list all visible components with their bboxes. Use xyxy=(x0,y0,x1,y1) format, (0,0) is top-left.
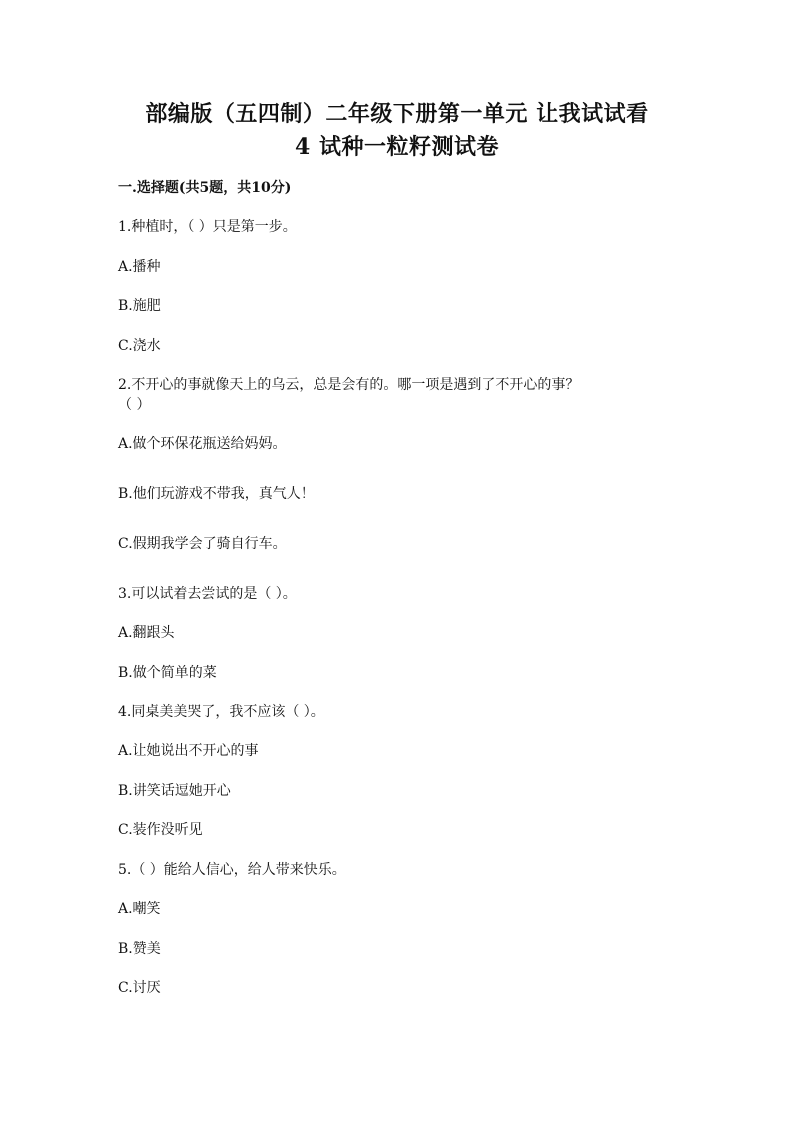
question-2-stem-line2: （ ） xyxy=(118,397,151,413)
question-4-option-b: B.讲笑话逗她开心 xyxy=(118,783,231,799)
question-2-option-b: B.他们玩游戏不带我，真气人！ xyxy=(118,486,315,502)
question-2-option-a: A.做个环保花瓶送给妈妈。 xyxy=(118,436,287,452)
question-5-stem: 5.（ ）能给人信心，给人带来快乐。 xyxy=(118,862,346,878)
question-3-option-a: A.翻跟头 xyxy=(118,625,175,641)
section-heading: 一.选择题(共5题，共10分) xyxy=(118,180,292,196)
question-1-option-b: B.施肥 xyxy=(118,298,161,314)
question-4-stem: 4.同桌美美哭了，我不应该（ ）。 xyxy=(118,704,325,720)
question-4-option-a: A.让她说出不开心的事 xyxy=(118,743,259,759)
question-2-stem-line1: 2.不开心的事就像天上的乌云，总是会有的。哪一项是遇到了不开心的事？ xyxy=(118,377,580,393)
question-3-stem: 3.可以试着去尝试的是（ ）。 xyxy=(118,586,297,602)
question-2-option-c: C.假期我学会了骑自行车。 xyxy=(118,536,287,552)
document-title-line2: 4 试种一粒籽测试卷 xyxy=(295,134,499,160)
document-title-line1: 部编版（五四制）二年级下册第一单元 让我试试看 xyxy=(145,101,649,127)
question-1-option-a: A.播种 xyxy=(118,259,161,275)
question-4-option-c: C.装作没听见 xyxy=(118,822,203,838)
question-5-option-c: C.讨厌 xyxy=(118,980,161,996)
question-5-option-a: A.嘲笑 xyxy=(118,901,161,917)
question-5-option-b: B.赞美 xyxy=(118,941,161,957)
question-1-stem: 1.种植时，（ ）只是第一步。 xyxy=(118,219,297,235)
question-3-option-b: B.做个简单的菜 xyxy=(118,665,217,681)
question-1-option-c: C.浇水 xyxy=(118,338,161,354)
